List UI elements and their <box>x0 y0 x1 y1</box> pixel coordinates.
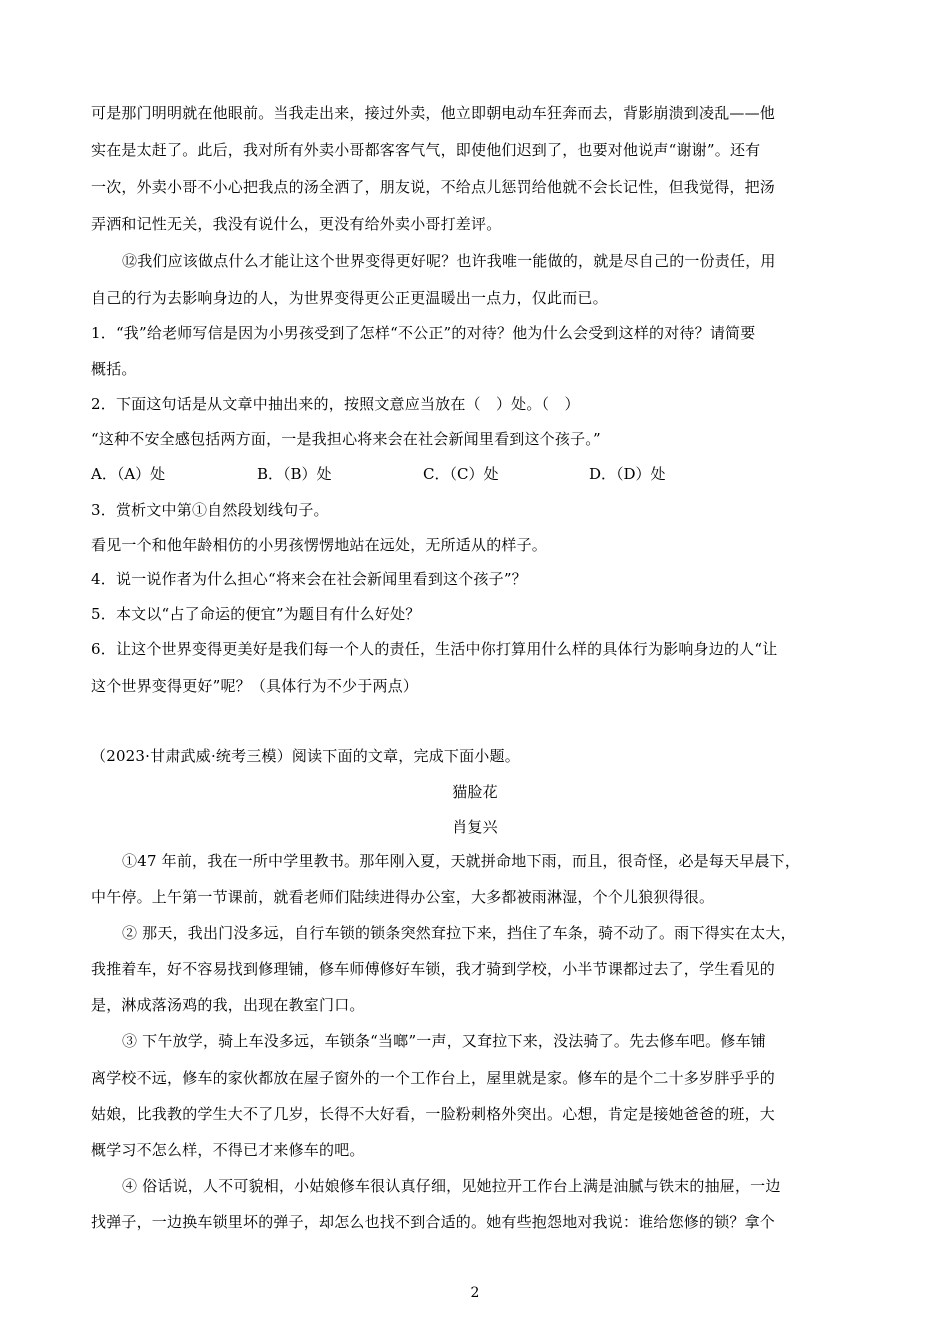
paragraph-12-line-1: ⑫我们应该做点什么才能让这个世界变得更好呢？也许我唯一能做的，就是尽自己的一份责任，用 <box>122 252 776 270</box>
paragraph-12-line-2: 自己的行为去影响身边的人，为世界变得更公正更温暖出一点力，仅此而已。 <box>91 289 608 307</box>
page-number: 2 <box>470 1285 480 1301</box>
option-a[interactable]: A．（A）处 <box>91 465 166 483</box>
paragraph-4-line-1: ④ 俗话说，人不可貌相，小姑娘修车很认真仔细，见她拉开工作台上满是油腻与铁末的抽屉，一边 <box>122 1177 781 1195</box>
paragraph-2-line-3: 是，淋成落汤鸡的我，出现在教室门口。 <box>91 996 365 1014</box>
article-author: 肖复兴 <box>452 818 498 836</box>
question-4: 4．说一说作者为什么担心“将来会在社会新闻里看到这个孩子”？ <box>91 570 527 588</box>
question-1-line-1: 1．“我”给老师写信是因为小男孩受到了怎样“不公正”的对待？他为什么会受到这样的对待？请简要 <box>91 324 756 342</box>
question-2: 2．下面这句话是从文章中抽出来的，按照文意应当放在（ ）处。（ ） <box>91 395 580 413</box>
paragraph-3-line-2: 离学校不远，修车的家伙都放在屋子窗外的一个工作台上，屋里就是家。修车的是个二十多岁胖乎乎的 <box>91 1069 776 1087</box>
question-1-line-2: 概括。 <box>91 360 137 378</box>
question-2-options <box>91 464 861 484</box>
paragraph-2-line-2: 我推着车，好不容易找到修理铺，修车师傅修好车锁，我才骑到学校，小半节课都过去了，学生看见的 <box>91 960 776 978</box>
paragraph-1-line-1: ①47 年前，我在一所中学里教书。那年刚入夏，天就拼命地下雨，而且，很奇怪，必是每天早晨下， <box>122 852 801 870</box>
paragraph-3-line-1: ③ 下午放学，骑上车没多远，车锁条“当啷”一声，又耷拉下来，没法骑了。先去修车吧。修车铺 <box>122 1032 766 1050</box>
story1-line-3: 一次，外卖小哥不小心把我点的汤全洒了，朋友说，不给点儿惩罚给他就不会长记性，但我觉得，把汤 <box>91 178 776 196</box>
paragraph-3-line-3: 姑娘，比我教的学生大不了几岁，长得不大好看，一脸粉刺格外突出。心想，肯定是接她爸爸的班，大 <box>91 1105 776 1123</box>
paragraph-1-line-2: 中午停。上午第一节课前，就看老师们陆续进得办公室，大多都被雨淋湿，个个儿狼狈得很。 <box>91 888 715 906</box>
option-b[interactable]: B．（B）处 <box>257 465 332 483</box>
option-c[interactable]: C．（C）处 <box>423 465 499 483</box>
option-d[interactable]: D．（D）处 <box>589 465 666 483</box>
paragraph-4-line-2: 找弹子，一边换车锁里坏的弹子，却怎么也找不到合适的。她有些抱怨地对我说：谁给您修的锁？拿个 <box>91 1213 776 1231</box>
story1-line-1: 可是那门明明就在他眼前。当我走出来，接过外卖，他立即朝电动车狂奔而去，背影崩溃到凌乱——他 <box>91 104 776 122</box>
question-6-line-1: 6．让这个世界变得更美好是我们每一个人的责任，生活中你打算用什么样的具体行为影响身边的人“让 <box>91 640 778 658</box>
question-6-line-2: 这个世界变得更好”呢？（具体行为不少于两点） <box>91 677 419 695</box>
question-3-sentence: 看见一个和他年龄相仿的小男孩愣愣地站在远处，无所适从的样子。 <box>91 536 548 554</box>
paragraph-3-line-4: 概学习不怎么样，不得已才来修车的吧。 <box>91 1141 365 1159</box>
question-3: 3．赏析文中第①自然段划线句子。 <box>91 501 329 519</box>
question-2-quote: “这种不安全感包括两方面，一是我担心将来会在社会新闻里看到这个孩子。” <box>91 430 601 448</box>
section-2-intro: （2023·甘肃武威·统考三模）阅读下面的文章，完成下面小题。 <box>91 747 520 765</box>
story1-line-2: 实在是太赶了。此后，我对所有外卖小哥都客客气气，即使他们迟到了，也要对他说声“谢谢”。还有 <box>91 141 761 159</box>
article-title: 猫脸花 <box>452 783 498 801</box>
paragraph-2-line-1: ② 那天，我出门没多远，自行车锁的锁条突然耷拉下来，挡住了车条，骑不动了。雨下得实在太大， <box>122 924 796 942</box>
story1-line-4: 弄洒和记性无关，我没有说什么，更没有给外卖小哥打差评。 <box>91 215 502 233</box>
question-5: 5．本文以“占了命运的便宜”为题目有什么好处？ <box>91 605 421 623</box>
